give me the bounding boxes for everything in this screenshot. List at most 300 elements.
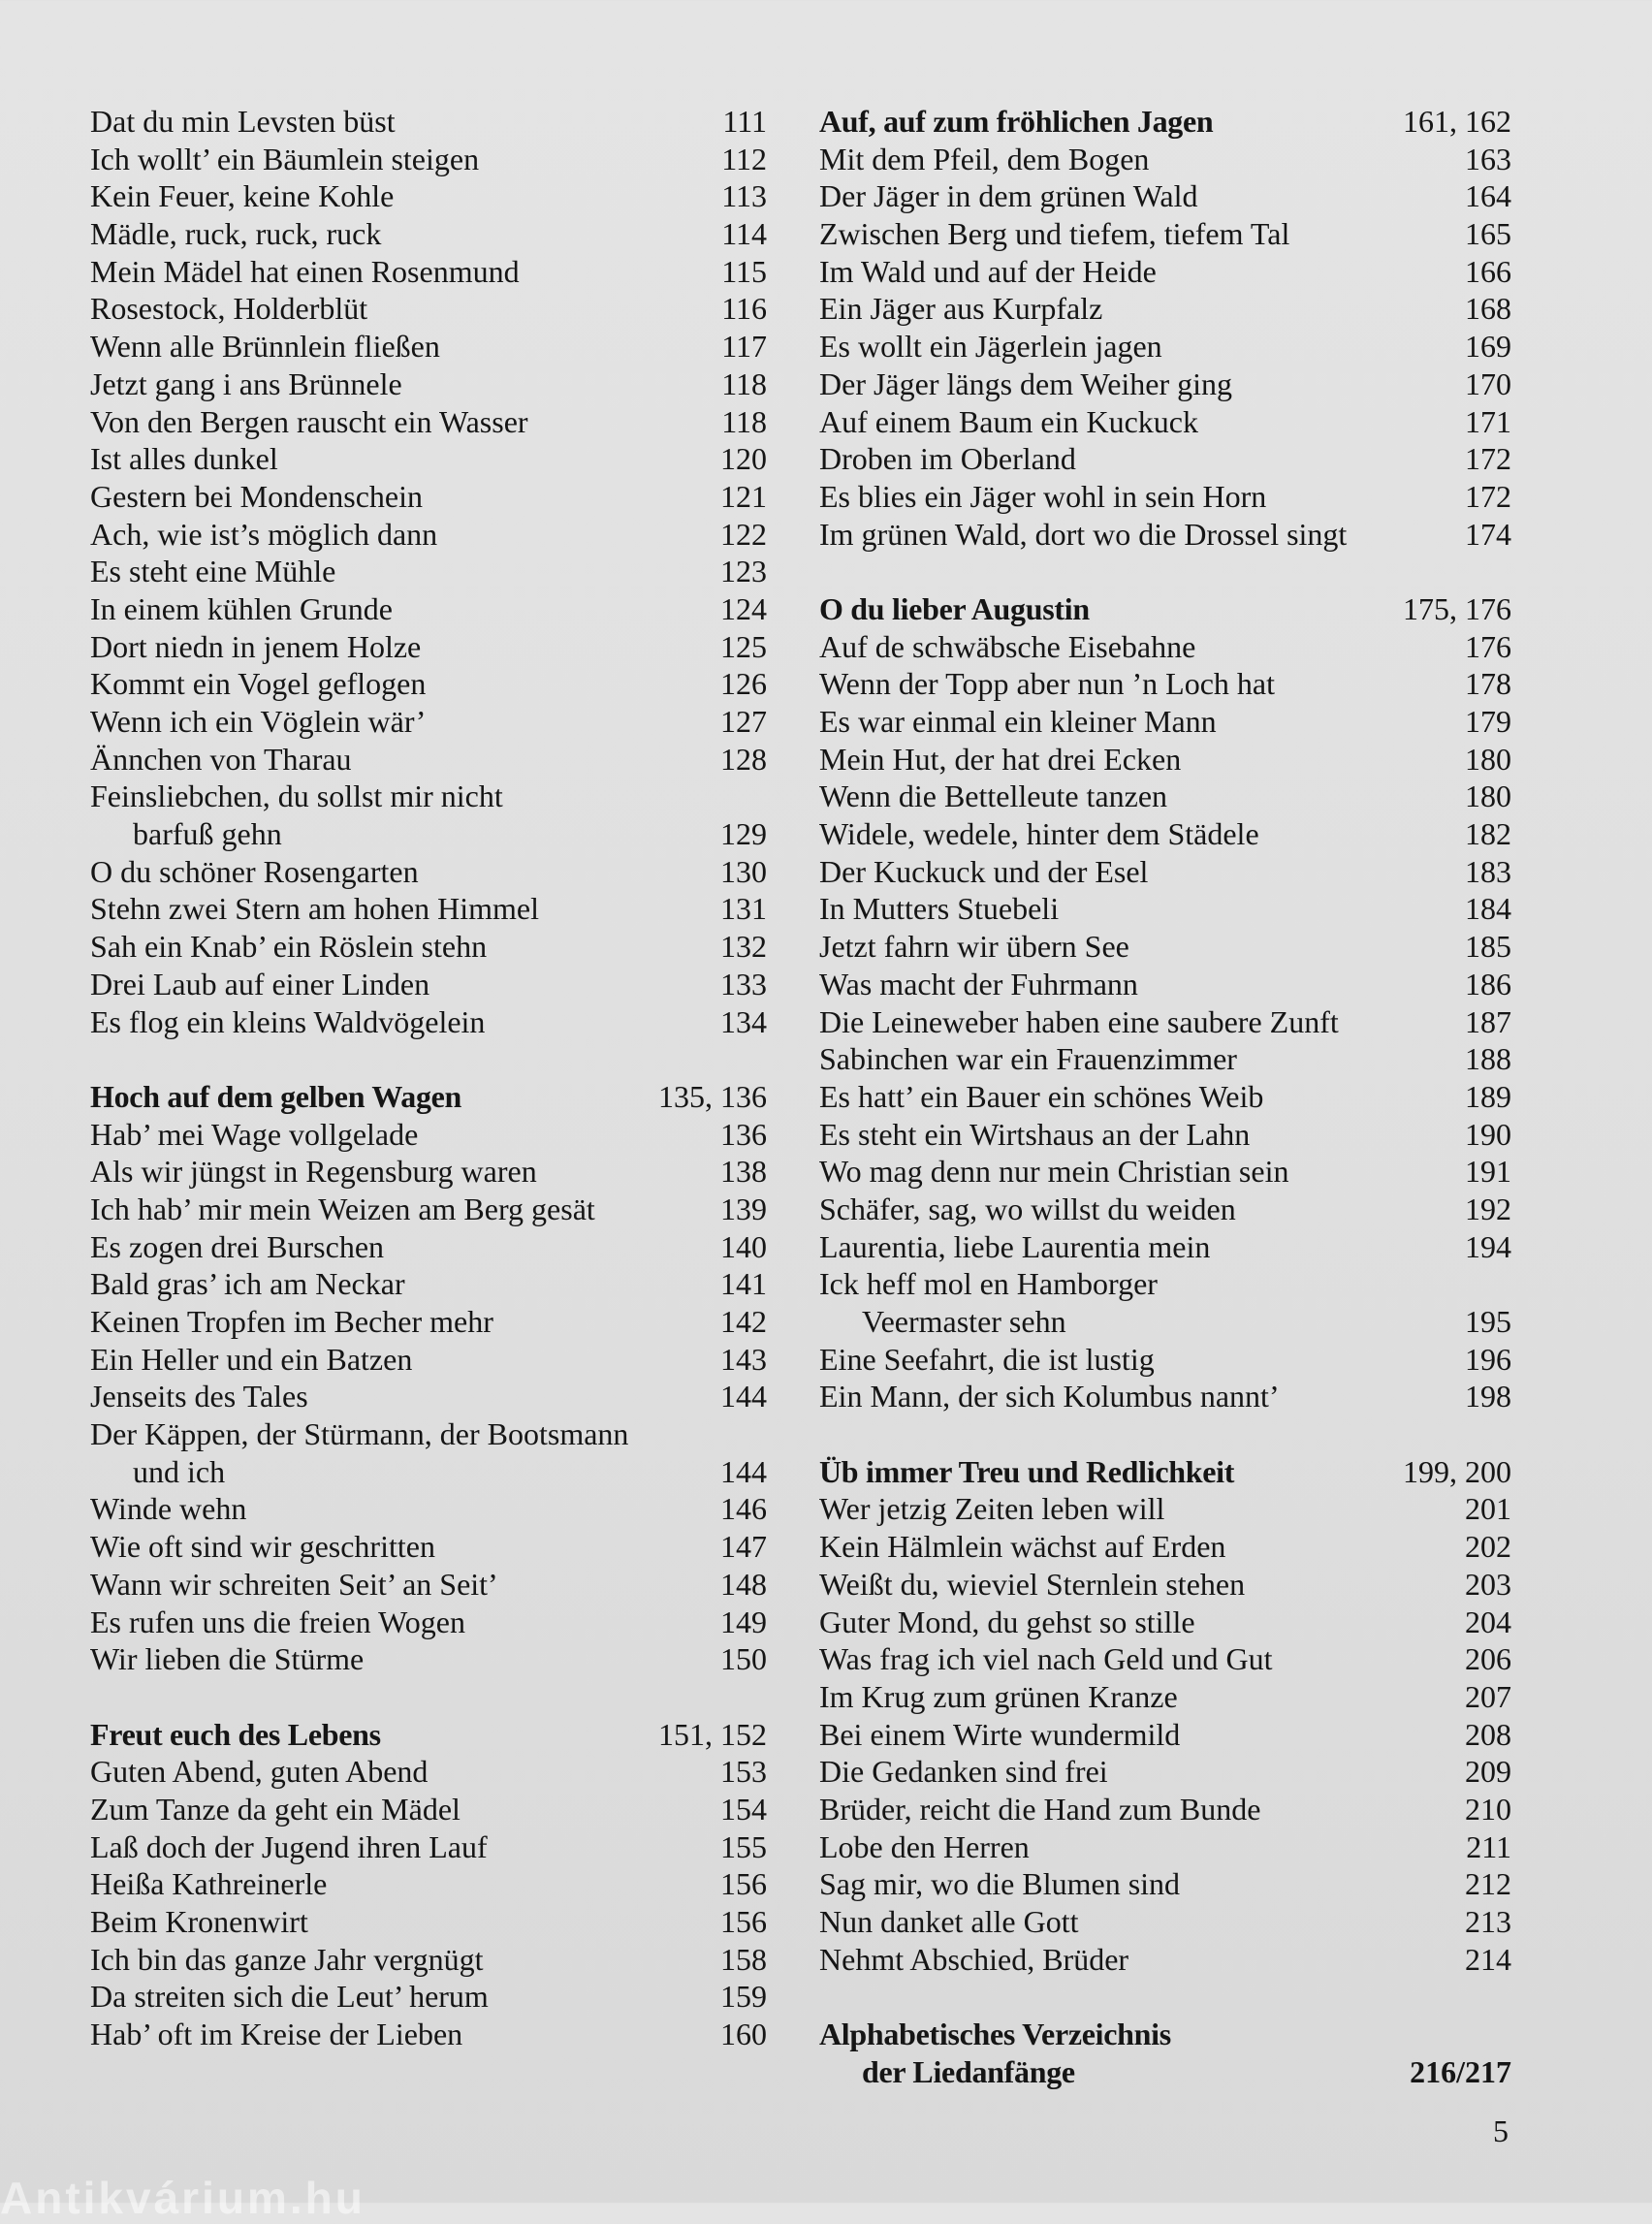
toc-entry-page: 172: [1465, 441, 1511, 477]
toc-entry-page: 165: [1465, 216, 1511, 252]
toc-entry: [819, 1490, 1511, 1528]
toc-entry-title: Es wollt ein Jägerlein jagen: [819, 329, 1162, 365]
toc-entry-page: 160: [720, 2017, 767, 2052]
toc-entry: [90, 1265, 767, 1303]
toc-entry: [819, 853, 1511, 891]
toc-entry-page: 216/217: [1410, 2053, 1511, 2089]
toc-entry-title: Zwischen Berg und tiefem, tiefem Tal: [819, 216, 1290, 252]
toc-entry-title: Gestern bei Mondenschein: [90, 478, 424, 514]
toc-entry-title: Eine Seefahrt, die ist lustig: [819, 1341, 1155, 1377]
toc-entry: [819, 440, 1511, 478]
toc-entry: [819, 1528, 1511, 1566]
toc-entry: [90, 141, 767, 178]
toc-entry: [819, 1191, 1511, 1228]
toc-entry-title: Wenn die Bettelleute tanzen: [819, 778, 1168, 814]
toc-entry: [819, 1566, 1511, 1604]
toc-entry: [819, 1640, 1511, 1678]
toc-entry-page: 122: [720, 516, 767, 552]
toc-entry-page: 151, 152: [658, 1716, 767, 1752]
toc-entry-title: Laurentia, liebe Laurentia mein: [819, 1228, 1211, 1264]
toc-entry-title: Ach, wie ist’s möglich dann: [90, 516, 438, 552]
toc-entry: [819, 628, 1511, 666]
toc-entry: [90, 1865, 767, 1903]
toc-entry-title: In Mutters Stuebeli: [819, 891, 1060, 927]
toc-entry: [90, 928, 767, 966]
toc-entry-page: 170: [1465, 365, 1511, 401]
toc-entry: [819, 1604, 1511, 1641]
toc-entry: [819, 1378, 1511, 1415]
toc-entry-title: Es flog ein kleins Waldvögelein: [90, 1003, 486, 1039]
toc-entry-title: Hab’ oft im Kreise der Lieben: [90, 2017, 463, 2052]
toc-entry: [90, 403, 767, 441]
section-spacer: [819, 1415, 1511, 1453]
toc-entry-page: 208: [1465, 1716, 1511, 1752]
toc-entry-title: Guten Abend, guten Abend: [90, 1754, 429, 1790]
toc-entry-title: Nehmt Abschied, Brüder: [819, 1941, 1129, 1977]
toc-entry-title: Jetzt fahrn wir übern See: [819, 929, 1129, 965]
toc-entry: [819, 365, 1511, 403]
toc-entry-page: 201: [1465, 1491, 1511, 1527]
toc-entry-title: Wann wir schreiten Seit’ an Seit’: [90, 1566, 498, 1602]
toc-entry-page: 171: [1465, 403, 1511, 439]
toc-entry-title: Zum Tanze da geht ein Mädel: [90, 1791, 461, 1827]
toc-entry: [90, 665, 767, 703]
toc-entry-title: Es steht eine Mühle: [90, 554, 336, 589]
toc-entry: [819, 890, 1511, 928]
toc-entry-title: Mit dem Pfeil, dem Bogen: [819, 141, 1150, 176]
toc-entry-page: 124: [720, 590, 767, 626]
toc-entry-page: 111: [722, 104, 767, 139]
toc-entry-page: 213: [1465, 1904, 1511, 1939]
toc-entry-title: Üb immer Treu und Redlichkeit: [819, 1453, 1235, 1489]
toc-entry-title: Mädle, ruck, ruck, ruck: [90, 216, 382, 252]
toc-entry-page: 190: [1465, 1116, 1511, 1152]
toc-entry-page: 180: [1465, 778, 1511, 814]
toc-entry-page: 198: [1465, 1379, 1511, 1414]
toc-entry-title: Ich hab’ mir mein Weizen am Berg gesät: [90, 1191, 595, 1226]
toc-entry: [819, 1865, 1511, 1903]
toc-entry: [90, 290, 767, 328]
toc-entry-page: 211: [1466, 1828, 1511, 1864]
toc-entry: [90, 2016, 767, 2053]
toc-entry: [90, 1003, 767, 1041]
toc-entry-page: 142: [720, 1304, 767, 1339]
toc-entry-page: 156: [720, 1866, 767, 1902]
toc-entry-page: 159: [720, 1979, 767, 2015]
toc-entry-title: barfuß gehn: [133, 816, 282, 852]
toc-entry-page: 189: [1465, 1078, 1511, 1114]
toc-entry: [819, 403, 1511, 441]
toc-entry-title: Weißt du, wieviel Sternlein stehen: [819, 1566, 1246, 1602]
toc-entry-page: 155: [720, 1828, 767, 1864]
toc-entry-title: Winde wehn: [90, 1491, 247, 1527]
toc-entry: [90, 1566, 767, 1604]
toc-entry: [90, 1791, 767, 1828]
toc-entry-page: 129: [720, 816, 767, 852]
toc-entry-page: 194: [1465, 1228, 1511, 1264]
section-spacer: [819, 553, 1511, 590]
toc-entry-page: 138: [720, 1154, 767, 1190]
toc-entry-page: 113: [721, 178, 767, 214]
toc-entry-title: Es blies ein Jäger wohl in sein Horn: [819, 478, 1267, 514]
toc-entry-page: 187: [1465, 1003, 1511, 1039]
toc-entry: [90, 1604, 767, 1641]
toc-entry-title: Sah ein Knab’ ein Röslein stehn: [90, 929, 488, 965]
toc-entry-page: 168: [1465, 291, 1511, 327]
toc-entry-title: Im Krug zum grünen Kranze: [819, 1678, 1178, 1714]
toc-entry: [819, 1941, 1511, 1979]
toc-entry-title: Wer jetzig Zeiten leben will: [819, 1491, 1165, 1527]
toc-entry: [90, 1490, 767, 1528]
toc-entry-page: 117: [721, 329, 767, 365]
toc-entry: [819, 1341, 1511, 1379]
toc-entry-title: Wenn alle Brünnlein fließen: [90, 329, 440, 365]
toc-entry: [819, 778, 1511, 815]
toc-entry-page: 214: [1465, 1941, 1511, 1977]
toc-entry-title: Wo mag denn nur mein Christian sein: [819, 1154, 1289, 1190]
toc-entry-title: Wir lieben die Stürme: [90, 1641, 365, 1677]
toc-entry-page: 202: [1465, 1529, 1511, 1565]
toc-entry-page: 154: [720, 1791, 767, 1827]
toc-entry-title: der Liedanfänge: [862, 2053, 1075, 2089]
toc-section-heading: [90, 1078, 767, 1116]
toc-entry: [90, 966, 767, 1003]
toc-entry-title: Hab’ mei Wage vollgelade: [90, 1116, 419, 1152]
toc-entry-title: Bei einem Wirte wundermild: [819, 1716, 1181, 1752]
toc-entry: [819, 1828, 1511, 1866]
toc-entry-page: 156: [720, 1904, 767, 1939]
toc-entry-page: 210: [1465, 1791, 1511, 1827]
toc-entry: [819, 1040, 1511, 1078]
toc-entry-page: 163: [1465, 141, 1511, 176]
toc-entry: [819, 928, 1511, 966]
toc-entry-title: Der Jäger in dem grünen Wald: [819, 178, 1198, 214]
toc-entry-page: 196: [1465, 1341, 1511, 1377]
toc-entry-page: 140: [720, 1228, 767, 1264]
toc-entry-page: 121: [720, 478, 767, 514]
toc-entry: [819, 1003, 1511, 1041]
toc-entry-page: 203: [1465, 1566, 1511, 1602]
toc-entry-page: 135, 136: [658, 1078, 767, 1114]
toc-entry-title: Widele, wedele, hinter dem Städele: [819, 816, 1259, 852]
toc-entry-title: Mein Hut, der hat drei Ecken: [819, 741, 1182, 777]
toc-entry-title: Kein Hälmlein wächst auf Erden: [819, 1529, 1226, 1565]
toc-entry-page: 164: [1465, 178, 1511, 214]
toc-entry-page: 153: [720, 1754, 767, 1790]
toc-entry: [90, 365, 767, 403]
toc-entry-title: Lobe den Herren: [819, 1828, 1030, 1864]
toc-entry: [90, 590, 767, 628]
toc-entry-title: und ich: [133, 1453, 226, 1489]
toc-entry-title: Auf de schwäbsche Eisebahne: [819, 628, 1196, 664]
toc-entry-title: Es zogen drei Burschen: [90, 1228, 385, 1264]
toc-entry-page: 150: [720, 1641, 767, 1677]
section-spacer: [90, 1678, 767, 1716]
toc-entry-page: 144: [720, 1453, 767, 1489]
toc-entry-title: Es war einmal ein kleiner Mann: [819, 704, 1217, 739]
toc-entry: [90, 1303, 767, 1341]
toc-entry-page: 184: [1465, 891, 1511, 927]
toc-entry-title: Wenn der Topp aber nun ’n Loch hat: [819, 666, 1275, 702]
toc-entry-title: Mein Mädel hat einen Rosenmund: [90, 253, 520, 289]
toc-entry-title: Als wir jüngst in Regensburg waren: [90, 1154, 537, 1190]
toc-entry-title: Ich bin das ganze Jahr vergnügt: [90, 1941, 484, 1977]
toc-entry-title: Heißa Kathreinerle: [90, 1866, 328, 1902]
toc-entry: [90, 215, 767, 253]
toc-entry-page: 161, 162: [1403, 104, 1511, 139]
toc-entry: [819, 290, 1511, 328]
toc-entry-title: Stehn zwei Stern am hohen Himmel: [90, 891, 540, 927]
toc-entry-title: Dat du min Levsten büst: [90, 104, 396, 139]
toc-entry-page: 126: [720, 666, 767, 702]
toc-entry: [819, 141, 1511, 178]
toc-entry-title: Da streiten sich die Leut’ herum: [90, 1979, 489, 2015]
toc-entry-title: Feinsliebchen, du sollst mir nicht: [90, 778, 503, 814]
toc-entry-title: Der Jäger längs dem Weiher ging: [819, 365, 1233, 401]
toc-entry-page: 180: [1465, 741, 1511, 777]
toc-entry-page: 118: [721, 365, 767, 401]
toc-entry-page: 146: [720, 1491, 767, 1527]
toc-entry-page: 199, 200: [1403, 1453, 1511, 1489]
toc-entry: [819, 1716, 1511, 1754]
toc-entry: [90, 1903, 767, 1941]
toc-entry: [819, 2016, 1511, 2053]
toc-entry-title: Ist alles dunkel: [90, 441, 278, 477]
toc-entry: [90, 1978, 767, 2016]
toc-entry: [90, 440, 767, 478]
toc-entry-page: 125: [720, 628, 767, 664]
toc-entry: [90, 1228, 767, 1266]
toc-entry-title: Ick heff mol en Hamborger: [819, 1266, 1158, 1302]
toc-entry-page: 136: [720, 1116, 767, 1152]
toc-entry: [90, 1153, 767, 1191]
toc-entry-title: Es rufen uns die freien Wogen: [90, 1604, 465, 1639]
toc-entry-title: Alphabetisches Verzeichnis: [819, 2017, 1171, 2052]
toc-entry: [90, 1116, 767, 1154]
toc-entry-page: 179: [1465, 704, 1511, 739]
toc-entry: [90, 253, 767, 291]
toc-entry: [819, 1078, 1511, 1116]
page-number: 5: [1493, 2113, 1509, 2148]
toc-entry: [90, 1640, 767, 1678]
toc-entry: [90, 890, 767, 928]
toc-entry-title: Jenseits des Tales: [90, 1379, 308, 1414]
section-spacer: [90, 1040, 767, 1078]
toc-entry-title: Kein Feuer, keine Kohle: [90, 178, 395, 214]
toc-entry-page: 183: [1465, 853, 1511, 889]
toc-entry: [90, 1828, 767, 1866]
toc-entry-title: Guter Mond, du gehst so stille: [819, 1604, 1195, 1639]
toc-entry-title: O du lieber Augustin: [819, 590, 1090, 626]
toc-entry: [90, 853, 767, 891]
toc-entry-title: Brüder, reicht die Hand zum Bunde: [819, 1791, 1261, 1827]
toc-entry: [90, 1191, 767, 1228]
toc-entry: [819, 815, 1511, 853]
toc-entry-title: Bald gras’ ich am Neckar: [90, 1266, 405, 1302]
toc-entry: [90, 703, 767, 741]
toc-entry: [90, 1753, 767, 1791]
toc-entry-title: Wie oft sind wir geschritten: [90, 1529, 435, 1565]
toc-entry-title: Der Käppen, der Stürmann, der Bootsmann: [90, 1416, 629, 1452]
toc-entry: [90, 478, 767, 516]
toc-entry-page: 188: [1465, 1041, 1511, 1077]
toc-section-heading: [819, 590, 1511, 628]
toc-section-heading: [819, 103, 1511, 141]
toc-entry: [819, 328, 1511, 365]
toc-entry-title: Es steht ein Wirtshaus an der Lahn: [819, 1116, 1251, 1152]
toc-entry: [819, 966, 1511, 1003]
toc-entry-page: 206: [1465, 1641, 1511, 1677]
toc-entry: [819, 1153, 1511, 1191]
toc-entry-title: Ein Jäger aus Kurpfalz: [819, 291, 1103, 327]
toc-entry-title: Die Gedanken sind frei: [819, 1754, 1108, 1790]
toc-entry: [90, 1341, 767, 1379]
toc-entry-title: Jetzt gang i ans Brünnele: [90, 365, 402, 401]
toc-entry-page: 148: [720, 1566, 767, 1602]
toc-entry: [90, 328, 767, 365]
toc-entry-page: 169: [1465, 329, 1511, 365]
toc-entry-title: Im Wald und auf der Heide: [819, 253, 1157, 289]
toc-entry: [819, 1116, 1511, 1154]
toc-entry-title: Die Leineweber haben eine saubere Zunft: [819, 1003, 1339, 1039]
toc-entry-page: 209: [1465, 1754, 1511, 1790]
toc-entry: [819, 253, 1511, 291]
toc-entry: [819, 2053, 1511, 2091]
toc-entry: [90, 1415, 767, 1453]
toc-entry-page: 114: [721, 216, 767, 252]
toc-entry-title: Drei Laub auf einer Linden: [90, 966, 430, 1001]
toc-entry-page: 192: [1465, 1191, 1511, 1226]
toc-entry: [90, 778, 767, 815]
toc-entry-page: 130: [720, 853, 767, 889]
toc-entry: [90, 1941, 767, 1979]
toc-entry-page: 143: [720, 1341, 767, 1377]
toc-entry-title: Ein Heller und ein Batzen: [90, 1341, 413, 1377]
toc-right-column: [819, 103, 1511, 2090]
toc-entry-title: Nun danket alle Gott: [819, 1904, 1079, 1939]
toc-entry-title: Ein Mann, der sich Kolumbus nannt’: [819, 1379, 1280, 1414]
toc-left-column: [90, 103, 767, 2053]
toc-entry-title: Droben im Oberland: [819, 441, 1076, 477]
toc-entry-page: 175, 176: [1403, 590, 1511, 626]
toc-entry-title: O du schöner Rosengarten: [90, 853, 419, 889]
toc-entry: [819, 177, 1511, 215]
toc-entry-title: Veermaster sehn: [862, 1304, 1066, 1339]
toc-entry: [819, 665, 1511, 703]
toc-entry-title: Es hatt’ ein Bauer ein schönes Weib: [819, 1078, 1264, 1114]
toc-entry-title: Rosestock, Holderblüt: [90, 291, 368, 327]
toc-entry: [90, 628, 767, 666]
toc-entry-page: 185: [1465, 929, 1511, 965]
toc-entry-title: Hoch auf dem gelben Wagen: [90, 1078, 462, 1114]
toc-entry-page: 120: [720, 441, 767, 477]
toc-entry: [90, 177, 767, 215]
toc-entry-title: Auf einem Baum ein Kuckuck: [819, 403, 1198, 439]
toc-entry: [819, 1228, 1511, 1266]
toc-entry: [819, 741, 1511, 778]
toc-entry-title: Was macht der Fuhrmann: [819, 966, 1138, 1001]
toc-entry-page: 133: [720, 966, 767, 1001]
toc-entry-page: 141: [720, 1266, 767, 1302]
toc-entry-page: 178: [1465, 666, 1511, 702]
toc-entry-title: Von den Bergen rauscht ein Wasser: [90, 403, 528, 439]
toc-entry: [819, 215, 1511, 253]
toc-entry-page: 207: [1465, 1678, 1511, 1714]
toc-entry-title: Keinen Tropfen im Becher mehr: [90, 1304, 493, 1339]
toc-entry-title: Schäfer, sag, wo willst du weiden: [819, 1191, 1236, 1226]
toc-entry-title: Der Kuckuck und der Esel: [819, 853, 1149, 889]
watermark: Antikvárium.hu: [0, 2173, 365, 2223]
toc-entry-page: 144: [720, 1379, 767, 1414]
toc-entry-title: Laß doch der Jugend ihren Lauf: [90, 1828, 488, 1864]
toc-entry-title: Was frag ich viel nach Geld und Gut: [819, 1641, 1273, 1677]
toc-entry-page: 132: [720, 929, 767, 965]
toc-entry-title: Beim Kronenwirt: [90, 1904, 308, 1939]
toc-entry-title: Wenn ich ein Vöglein wär’: [90, 704, 427, 739]
toc-entry-page: 115: [721, 253, 767, 289]
toc-entry-page: 195: [1465, 1304, 1511, 1339]
toc-entry: [819, 1903, 1511, 1941]
toc-entry: [90, 553, 767, 590]
toc-entry-page: 182: [1465, 816, 1511, 852]
toc-entry: [819, 1265, 1511, 1303]
toc-entry-title: Ich wollt’ ein Bäumlein steigen: [90, 141, 480, 176]
toc-entry-page: 166: [1465, 253, 1511, 289]
toc-entry-page: 116: [721, 291, 767, 327]
toc-entry-title: Ännchen von Tharau: [90, 741, 352, 777]
toc-entry-page: 149: [720, 1604, 767, 1639]
toc-entry: [90, 1378, 767, 1415]
toc-section-heading: [819, 1453, 1511, 1491]
toc-entry-title: Sabinchen war ein Frauenzimmer: [819, 1041, 1237, 1077]
toc-entry-title: Dort niedn in jenem Holze: [90, 628, 422, 664]
toc-entry: [819, 703, 1511, 741]
toc-entry: [90, 1453, 767, 1491]
toc-entry: [819, 1753, 1511, 1791]
toc-entry-page: 174: [1465, 516, 1511, 552]
toc-entry-page: 147: [720, 1529, 767, 1565]
section-spacer: [819, 1978, 1511, 2016]
toc-entry-page: 134: [720, 1003, 767, 1039]
toc-entry-title: Kommt ein Vogel geflogen: [90, 666, 427, 702]
toc-entry-page: 191: [1465, 1154, 1511, 1190]
toc-entry: [819, 478, 1511, 516]
toc-entry-title: Sag mir, wo die Blumen sind: [819, 1866, 1181, 1902]
toc-entry-page: 139: [720, 1191, 767, 1226]
toc-section-heading: [90, 1716, 767, 1754]
toc-entry-title: Im grünen Wald, dort wo die Drossel singt: [819, 516, 1348, 552]
toc-entry-page: 118: [721, 403, 767, 439]
toc-entry: [819, 1303, 1511, 1341]
toc-entry-page: 204: [1465, 1604, 1511, 1639]
toc-entry-page: 128: [720, 741, 767, 777]
toc-entry: [819, 516, 1511, 554]
toc-entry: [90, 103, 767, 141]
toc-entry-page: 112: [721, 141, 767, 176]
toc-entry: [90, 516, 767, 554]
toc-entry-page: 176: [1465, 628, 1511, 664]
toc-entry-page: 186: [1465, 966, 1511, 1001]
toc-entry-page: 123: [720, 554, 767, 589]
toc-entry: [90, 1528, 767, 1566]
toc-entry-title: In einem kühlen Grunde: [90, 590, 393, 626]
toc-entry-page: 158: [720, 1941, 767, 1977]
toc-entry-title: Auf, auf zum fröhlichen Jagen: [819, 104, 1214, 139]
toc-entry-page: 172: [1465, 478, 1511, 514]
toc-entry: [90, 815, 767, 853]
toc-entry-title: Freut euch des Lebens: [90, 1716, 381, 1752]
toc-entry: [90, 741, 767, 778]
